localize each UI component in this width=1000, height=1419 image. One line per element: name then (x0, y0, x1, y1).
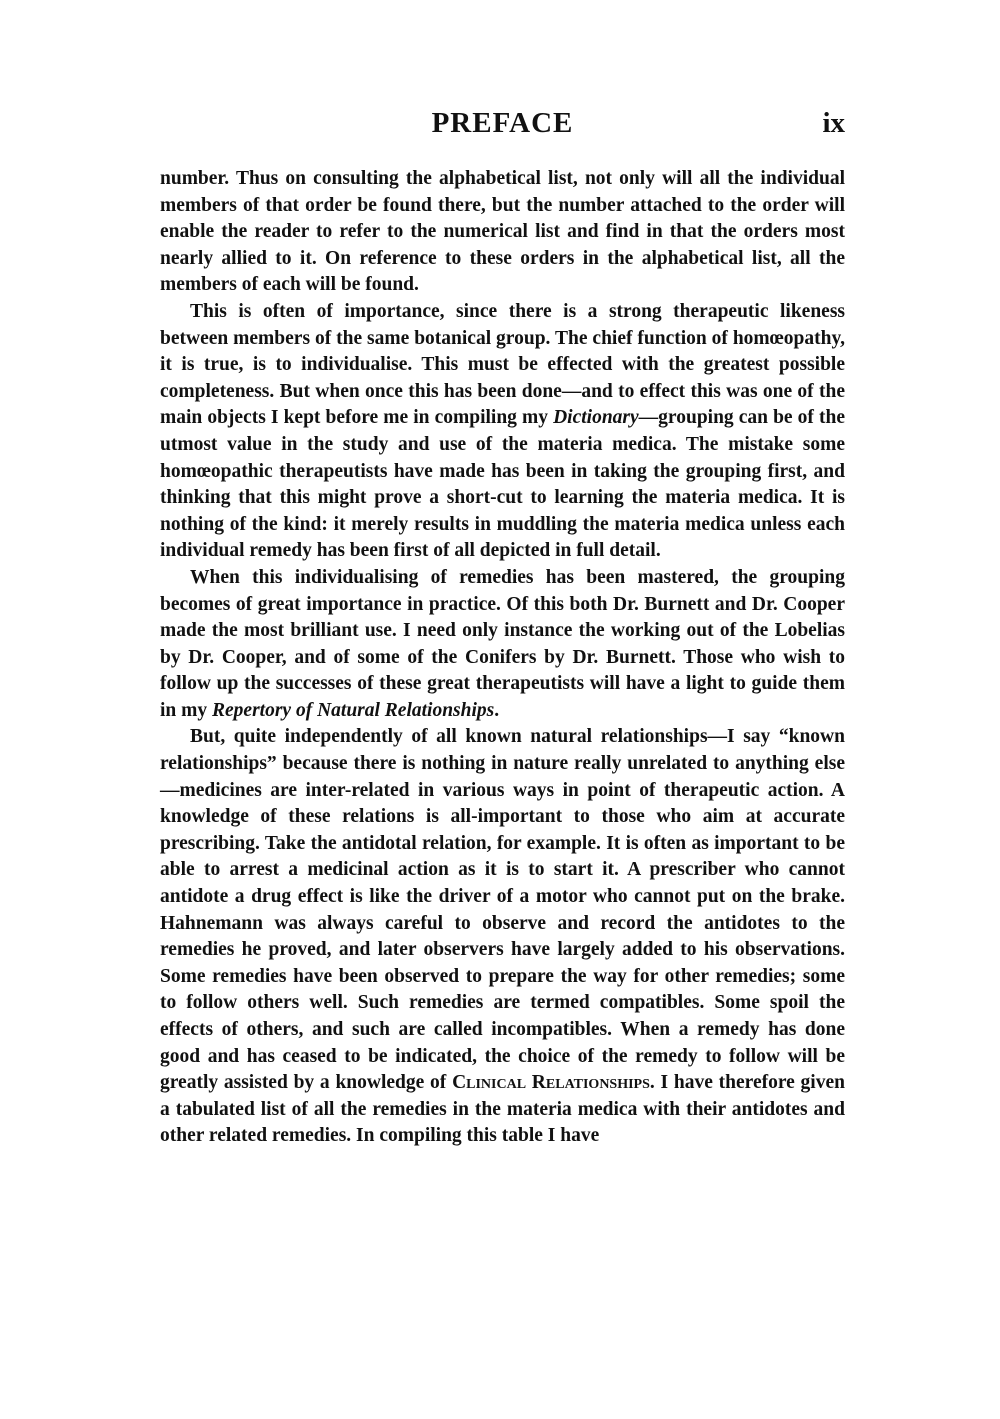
paragraph-text: But, quite independently of all known natural relationships—I say “known relationships” because there is nothing in nature really unrelated to anything else—medicines are inter-related in various ways in point of therapeutic action. A knowledge of these relations is all-important to those who aim at accurate prescribing. Take the antidotal relation, for example. It is often as important to be able to arrest a medicinal action as it is to start it. A prescriber who cannot antidote a drug effect is like the driver of a motor who cannot put on the brake. Hahnemann was always careful to observe and record the antidotes to the remedies he proved, and later observers have largely added to his observations. Some remedies have been observed to prepare the way for other remedies; some to follow others well. Such remedies are termed compatibles. Some spoil the effects of others, and such are called incompatibles. When a remedy has done good and has ceased to be indicated, the choice of the remedy to follow will be greatly assisted by a knowledge of (160, 726, 845, 1094)
body-text (160, 166, 845, 1150)
paragraph-individualising (160, 565, 845, 725)
paragraph-text: —grouping can be of the utmost value in the study and use of the materia medica. The mistake some homœopathic therapeutists have made has been in taking the grouping first, and thinking that this might prove a short-cut to learning the materia medica. It is nothing of the kind: it merely results in muddling the materia medica unless each individual remedy has been first of all depicted in full detail. (160, 407, 845, 562)
paragraph-text: . (494, 699, 500, 721)
book-title-repertory: Repertory of Natural Relationships (212, 699, 495, 721)
paragraph-continued (160, 166, 845, 299)
page-title: PREFACE (431, 107, 574, 139)
paragraph-relationships (160, 724, 845, 1150)
running-head (160, 104, 845, 144)
page-number: ix (822, 107, 845, 139)
paragraph-text: This is often of importance, since there is a strong therapeutic likeness between members of the same botanical group. The chief function of homœopathy, it is true, is to individualise. This must be effected with the greatest possible completeness. But when once this has been done—and to effect this was one of the main objects I kept before me in compiling my (160, 300, 845, 429)
small-caps-term: Clinical Relationships (452, 1072, 650, 1094)
paragraph-text: number. Thus on consulting the alphabetical list, not only will all the individual members of that order be found there, but the number attached to the order will enable the reader to refer to the numerical list and find in that the orders most nearly allied to it. On reference to these orders in the alphabetical list, all the members of each will be found. (160, 168, 845, 296)
book-title-dictionary: Dictionary (553, 407, 639, 429)
paragraph-text: When this individualising of remedies has been mastered, the grouping becomes of great importance in practice. Of this both Dr. Burnett and Dr. Cooper made the most brilliant use. I need only instance the working out of the Lobelias by Dr. Cooper, and of some of the Conifers by Dr. Burnett. Those who wish to follow up the successes of these great therapeutists will have a light to guide them in my (160, 566, 845, 721)
paragraph-text: . I have therefore given a tabulated list of all the remedies in the materia medica with their antidotes and other related remedies. In compiling this table I have (160, 1072, 845, 1147)
paragraph-grouping (160, 299, 845, 565)
